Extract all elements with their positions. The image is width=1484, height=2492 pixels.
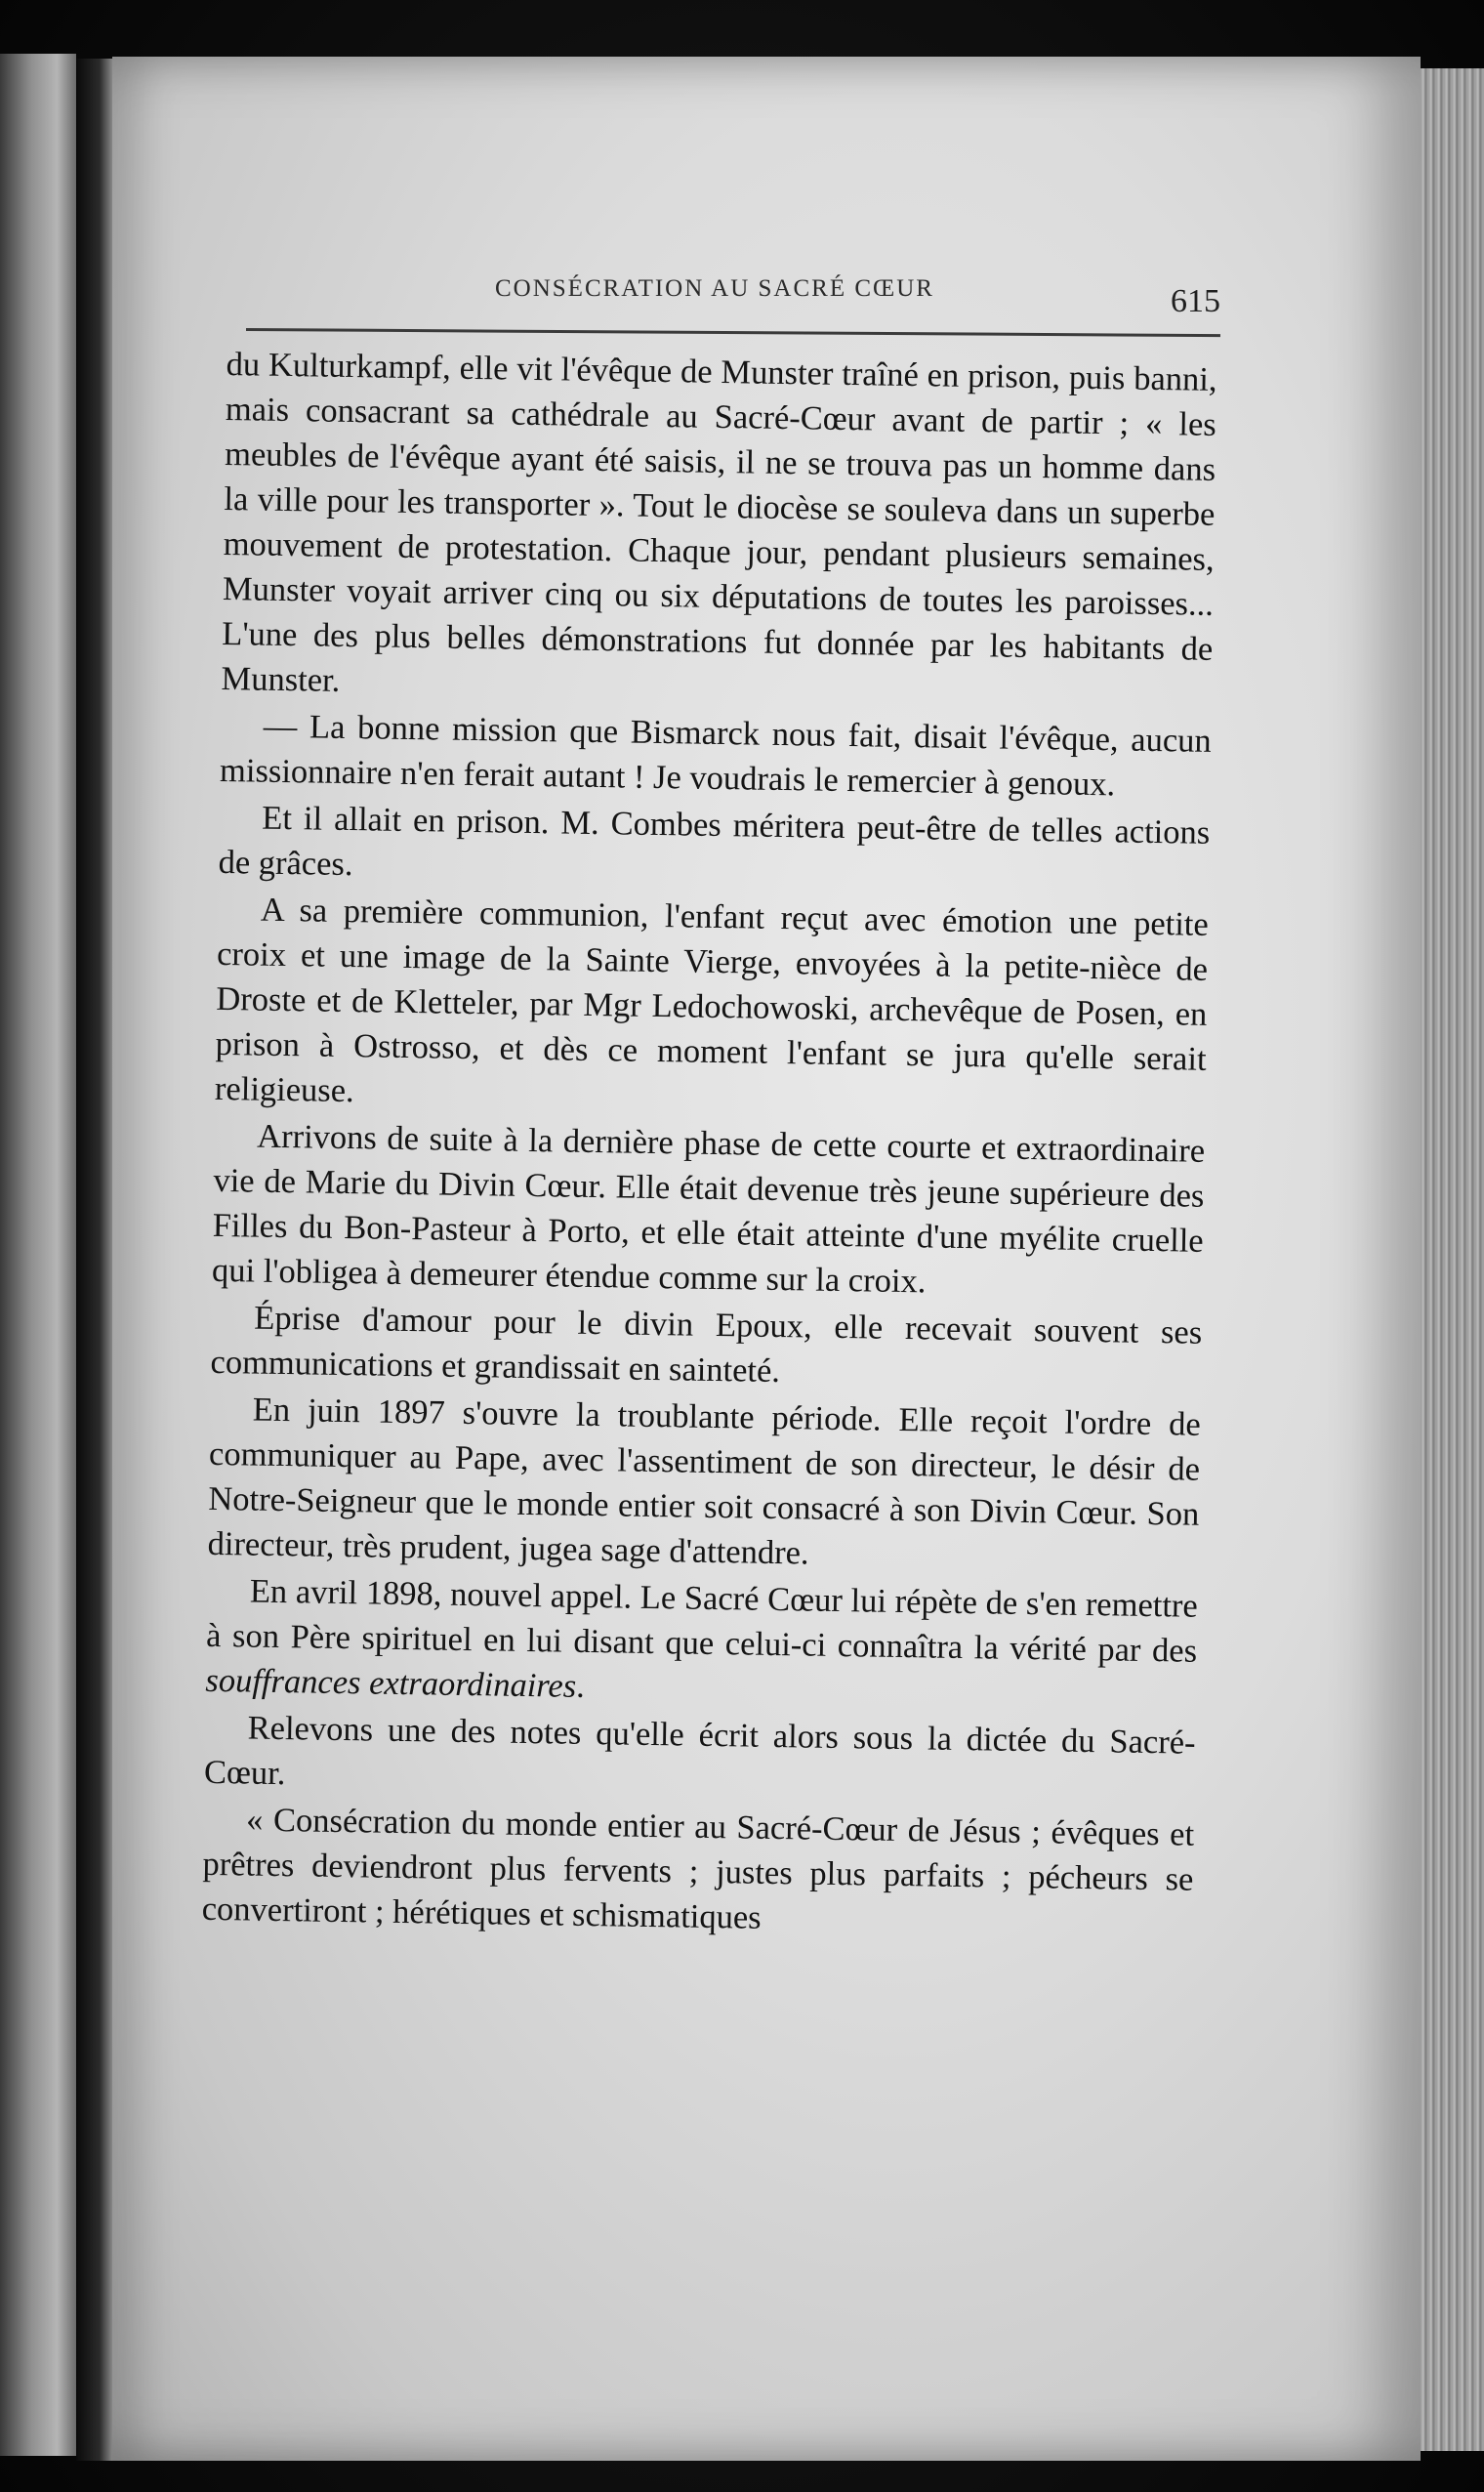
page-header: [246, 264, 1220, 332]
paragraph-7: En juin 1897 s'ouvre la troublante période. Elle reçoit l'ordre de communiquer au Pape, avec l'assentiment de son directeur, le désir de Notre-Seigneur que le monde entier soit consacré à son Divin Cœur. Son directeur, très prudent, jugea sage d'attendre.: [207, 1391, 1202, 1572]
paragraph-8-italic: souffrances extraordinaires: [205, 1661, 577, 1705]
page-stack-edges: [1421, 68, 1484, 2451]
paragraph-3: Et il allait en prison. M. Combes méritera peut-être de telles actions de grâces.: [218, 799, 1211, 884]
facing-page-edge: [0, 54, 76, 2456]
paragraph-1: du Kulturkampf, elle vit l'évêque de Munster traîné en prison, puis banni, mais consacrant sa cathédrale au Sacré-Cœur avant de partir ; « les meubles de l'évêque ayant été saisis, il ne se trouva pas un homme dans la ville pour les transporter ». Tout le diocèse se souleva dans un superbe mouvement de protestation. Chaque jour, pendant plusieurs semaines, Munster voyait arriver cinq ou six députations de toutes les paroisses... L'une des plus belles démonstrations fut donnée par les habitants de Munster.: [221, 345, 1217, 699]
paragraph-8-end: .: [575, 1667, 586, 1705]
page-number: 615: [1171, 283, 1220, 319]
paragraph-4: A sa première communion, l'enfant reçut avec émotion une petite croix et une image de la Sainte Vierge, envoyées à la petite-nièce de Droste et de Kletteler, par Mgr Ledochowoski, archevêque de Posen, en prison à Ostrosso, et dès ce moment l'enfant se jura qu'elle serait religieuse.: [214, 891, 1210, 1110]
book-gutter: [76, 59, 115, 2461]
paragraph-2: — La bonne mission que Bismarck nous fait, disait l'évêque, aucun missionnaire n'en ferait autant ! Je voudrais le remercier à genoux.: [219, 707, 1213, 804]
page-body: [201, 342, 1216, 1947]
running-head: CONSÉCRATION AU SACRÉ CŒUR: [495, 275, 934, 302]
paragraph-6: Éprise d'amour pour le divin Epoux, elle recevait souvent ses communications et grandissait en sainteté.: [210, 1299, 1203, 1391]
paragraph-10: « Consécration du monde entier au Sacré-Cœur de Jésus ; évêques et prêtres deviendront plus fervents ; justes plus parfaits ; pécheurs se convertiront ; hérétiques et schismatiques: [201, 1801, 1195, 1936]
paragraph-8: [205, 1568, 1198, 1719]
paragraph-9: Relevons une des notes qu'elle écrit alors sous la dictée du Sacré-Cœur.: [203, 1709, 1196, 1793]
paragraph-5: Arrivons de suite à la dernière phase de cette courte et extraordinaire vie de Marie du Divin Cœur. Elle était devenue très jeune supérieure des Filles du Bon-Pasteur à Porto, et elle était atteinte d'une myélite cruelle qui l'obligea à demeurer étendue comme sur la croix.: [211, 1117, 1206, 1301]
paragraph-8-text: En avril 1898, nouvel appel. Le Sacré Cœur lui répète de s'en remettre à son Père spirituel en lui disant que celui-ci connaîtra la vérité par des: [205, 1572, 1199, 1670]
